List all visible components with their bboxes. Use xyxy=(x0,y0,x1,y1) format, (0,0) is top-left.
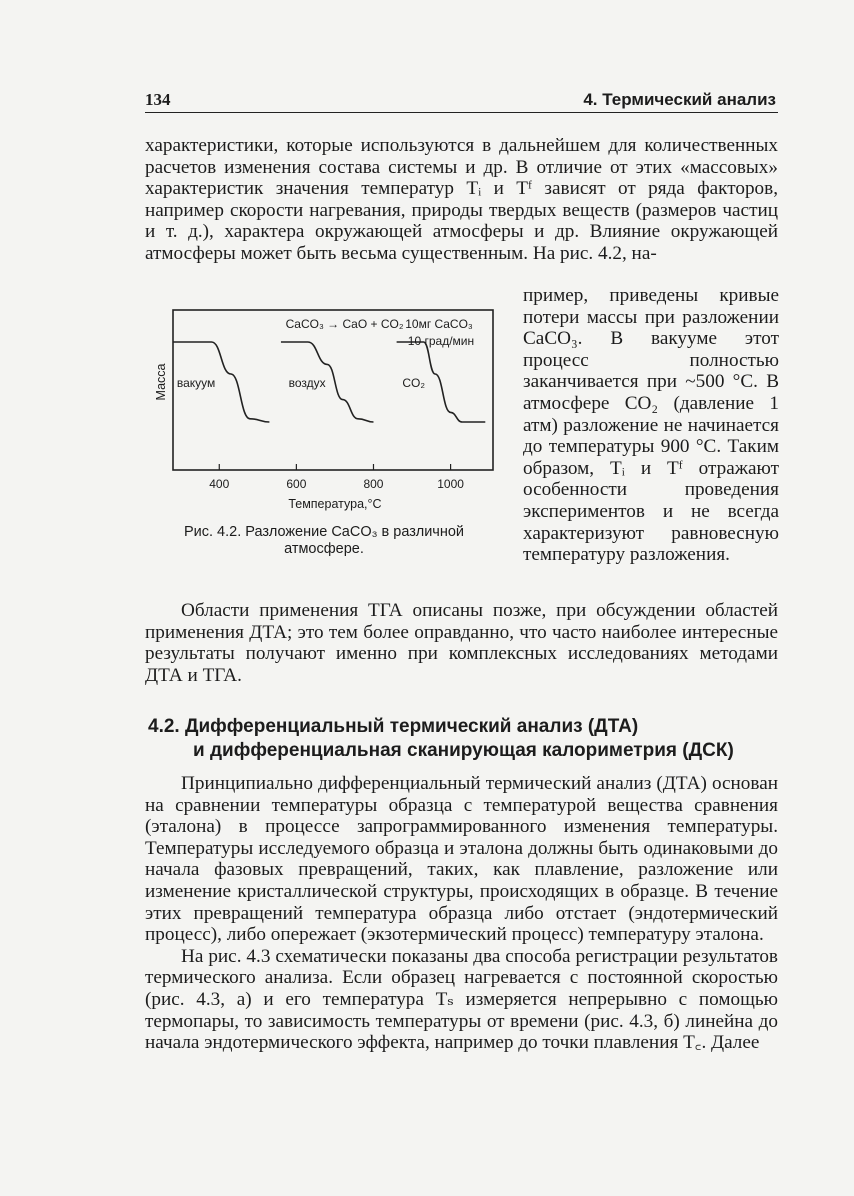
wrapped-paragraph: пример, приведены кривые потери массы при разложении CaCO₃. В вакууме этот процесс полностью заканчивается при ~500 °C. В атмосфере CO₂ (давление 1 атм) разложение не начинается до температуры 900 °C. Таким образом, Tᵢ и Tᶠ отражают особенности проведения экспериментов и не всегда характеризуют равновесную температуру разложения. xyxy=(523,285,779,566)
body-text xyxy=(145,773,778,1054)
heating-rate-annotation: 10 град/мин xyxy=(407,334,475,348)
decomposition-chart xyxy=(145,298,505,528)
section-heading-line-1: 4.2. Дифференциальный термический анализ (ДТА) xyxy=(148,716,639,737)
running-header xyxy=(145,90,778,113)
tga-paragraph: Области применения ТГА описаны позже, при обсуждении областей применения ДТА; это тем более оправданно, что часто наиболее интересные результаты получают именно при комплексных исследованиях методами ДТА и ТГА. xyxy=(145,600,778,686)
x-tick-label: 600 xyxy=(286,477,307,491)
y-axis-label: Масса xyxy=(154,363,168,401)
figure-caption-line-1: Рис. 4.2. Разложение CaCO₃ в различной xyxy=(183,524,465,540)
series-label: CO₂ xyxy=(402,375,426,390)
section-heading-line-2: и дифференциальная сканирующая калориметрия (ДСК) xyxy=(193,740,734,761)
section-heading xyxy=(148,715,778,763)
fig43-paragraph: На рис. 4.3 схематически показаны два способа регистрации результатов термического анализа. Если образец нагревается с постоянной скоростью (рис. 4.3, а) и его температура Tₛ измеряется непрерывно с помощью термопары, то зависимость температуры от времени (рис. 4.3, б) линейна до начала эндотермического эффекта, например до точки плавления T꜀. Далее xyxy=(145,945,778,1054)
x-tick-label: 1000 xyxy=(437,477,464,491)
x-tick-label: 400 xyxy=(209,477,230,491)
figure-4-2 xyxy=(145,298,505,568)
chapter-title: 4. Термический анализ xyxy=(583,90,776,109)
intro-paragraph: характеристики, которые используются в дальнейшем для количественных расчетов изменения состава системы и др. В отличие от этих «массовых» характеристик значения температур Tᵢ и Tᶠ зависят от ряда факторов, например скорости нагревания, природы твердых веществ (размеров частиц и т. д.), характера окружающей атмосферы и др. Влияние окружающей атмосферы может быть весьма существенным. На рис. 4.2, на- xyxy=(145,135,778,264)
dta-paragraph: Принципиально дифференциальный термический анализ (ДТА) основан на сравнении температуры образца с температурой вещества сравнения (эталона) в процессе запрограммированного изменения температуры. Температуры исследуемого образца и эталона должны быть одинаковыми до начала фазовых превращений, таких, как плавление, разложение или изменение кристаллической структуры, происходящих в образце. В течение этих превращений температура образца либо отстает (эндотермический процесс), либо опережает (экзотермический процесс) температуру эталона. xyxy=(145,773,778,946)
reaction-annotation: CaCO₃ → CaO + CO₂ xyxy=(285,317,404,331)
series-label: воздух xyxy=(288,375,326,390)
figure-caption-line-2: атмосфере. xyxy=(284,541,364,557)
series-label: вакуум xyxy=(176,375,216,390)
tga-paragraph-block xyxy=(145,600,778,686)
sample-mass-annotation: 10мг CaCO₃ xyxy=(405,317,473,331)
intro-paragraph-block xyxy=(145,135,778,265)
page-number: 134 xyxy=(145,90,171,109)
x-axis-label: Температура,°С xyxy=(288,497,382,511)
figure-caption xyxy=(145,524,503,558)
x-tick-label: 800 xyxy=(363,477,384,491)
